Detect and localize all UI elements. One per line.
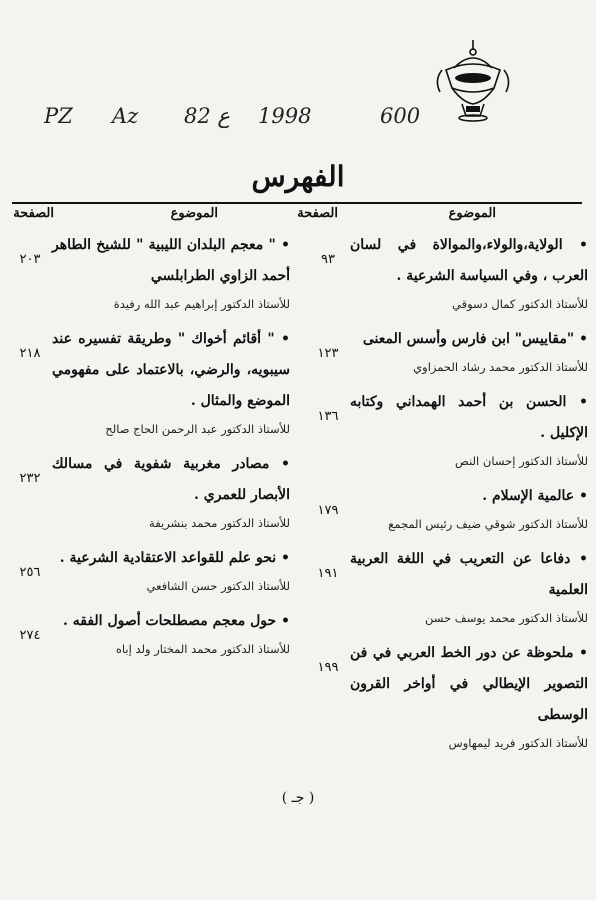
author-name: للأستاذ الدكتور إحسان النص	[454, 454, 588, 468]
page-number: ٢١٨	[19, 346, 41, 361]
topic-title: • دفاعا عن التعريب في اللغة العربية العلمية	[350, 544, 588, 606]
page-title: الفهرس	[251, 160, 345, 193]
page-number: ١٧٩	[317, 503, 339, 518]
list-item	[306, 230, 588, 316]
author-name: للأستاذ الدكتور محمد المختار ولد إباه	[115, 642, 290, 656]
author-name: للأستاذ الدكتور محمد رشاد الحمزاوي	[413, 360, 588, 374]
page-number: ٢٧٤	[19, 628, 41, 643]
list-item	[306, 387, 588, 473]
topic-title: • ملحوظة عن دور الخط العربي في فن التصوير الإيطالي في أواخر القرون الوسطى	[350, 638, 588, 731]
author-name: للأستاذ الدكتور عبد الرحمن الحاج صالح	[105, 422, 290, 436]
author-name: للأستاذ الدكتور محمد بنشريفة	[149, 516, 290, 530]
right-page-header: الصفحة	[297, 206, 338, 221]
handwritten-catalog-note: PZ Az 82 ع 1998 600	[44, 104, 421, 128]
topic-title: • عالمية الإسلام .	[350, 481, 588, 512]
page-letter: ( جـ )	[281, 790, 315, 806]
author-name: للأستاذ الدكتور إبراهيم عبد الله رفيدة	[113, 297, 290, 311]
topic-title: • الولاية،والولاء،والموالاة في لسان العرب ، وفي السياسة الشرعية .	[350, 230, 588, 292]
list-item	[306, 638, 588, 755]
topic-title: • الحسن بن أحمد الهمداني وكتابه الإكليل .	[350, 387, 588, 449]
left-topic-header: الموضوع	[170, 206, 218, 221]
topic-title: • مصادر مغربية شفوية في مسالك الأبصار للعمري .	[52, 449, 290, 511]
list-item	[8, 230, 290, 316]
list-item	[8, 324, 290, 441]
author-name: للأستاذ الدكتور حسن الشافعي	[146, 579, 290, 593]
author-name: للأستاذ الدكتور شوقي ضيف رئيس المجمع	[388, 517, 588, 531]
author-name: للأستاذ الدكتور كمال دسوقي	[451, 297, 588, 311]
author-name: للأستاذ الدكتور فريد ليمهاوس	[448, 736, 588, 750]
topic-title: • حول معجم مصطلحات أصول الفقه .	[52, 606, 290, 637]
page-number: ٩٣	[321, 252, 335, 267]
right-topic-header: الموضوع	[448, 206, 496, 221]
left-column	[8, 230, 290, 740]
page-number: ١٣٦	[317, 409, 339, 424]
list-item	[306, 481, 588, 536]
topic-title: • "مقاييس" ابن فارس وأسس المعنى	[350, 324, 588, 355]
right-column	[306, 230, 588, 750]
title-divider	[12, 202, 582, 204]
page-number: ١٩١	[317, 566, 339, 581]
topic-title: • " أقائم أخواك " وطريقة تفسيره عند سيبويه، والرضي، بالاعتماد على مفهومي الموضع والمثال .	[52, 324, 290, 417]
page-number: ١٩٩	[317, 660, 339, 675]
page-number: ٢٠٣	[19, 252, 41, 267]
list-item	[8, 543, 290, 598]
topic-title: • نحو علم للقواعد الاعتقادية الشرعية .	[52, 543, 290, 574]
list-item	[8, 449, 290, 535]
page-number: ٢٣٢	[19, 471, 41, 486]
topic-title: • " معجم البلدان الليبية " للشيخ الطاهر أحمد الزاوي الطرابلسي	[52, 230, 290, 292]
page-number: ٢٥٦	[19, 565, 41, 580]
page-number: ١٢٣	[317, 346, 339, 361]
left-page-header: الصفحة	[13, 206, 54, 221]
list-item	[8, 606, 290, 661]
author-name: للأستاذ الدكتور محمد يوسف حسن	[425, 611, 588, 625]
lamp-emblem-icon	[432, 40, 514, 128]
contents-table	[8, 230, 588, 750]
list-item	[306, 324, 588, 379]
list-item	[306, 544, 588, 630]
